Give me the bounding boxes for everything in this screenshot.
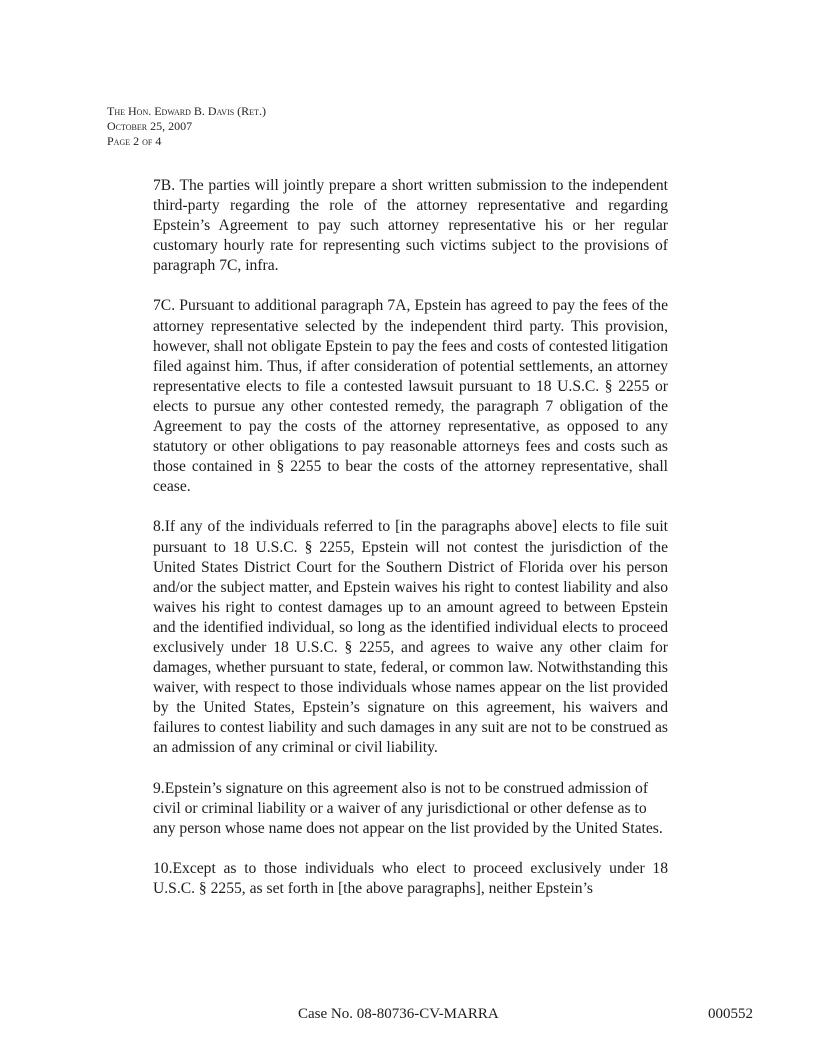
paragraph-10: 10.Except as to those individuals who elect to proceed exclusively under 18 U.S.C. § 2255, as set forth in [the above paragraphs], neither Epstein’s [153,859,668,897]
paragraph-8: 8.If any of the individuals referred to [in the paragraphs above] elects to file suit pursuant to 18 U.S.C. § 2255, Epstein will not contest the jurisdiction of the United States District Court for the Southern District of Florida over his person and/or the subject matter, and Epstein waives his right to contest liability and also waives his right to contest damages up to an amount agreed to between Epstein and the identified individual, so long as the identified individual elects to proceed exclusively under 18 U.S.C. § 2255, and agrees to waive any other claim for damages, whether pursuant to state, federal, or common law. Notwithstanding this waiver, with respect to those individuals whose names appear on the list provided by the United States, Epstein’s signature on this agreement, his waivers and failures to contest liability and such damages in any suit are not to be construed as an admission of any criminal or civil liability. [153,518,668,757]
addressee-line: The Hon. Edward B. Davis (Ret.) [107,104,266,118]
document-body [153,176,668,899]
paragraph-7c: 7C. Pursuant to additional paragraph 7A, Epstein has agreed to pay the fees of the attorney representative selected by the independent third party. This provision, however, shall not obligate Epstein to pay the fees and costs of contested litigation filed against him. Thus, if after consideration of potential settlements, an attorney representative elects to file a contested lawsuit pursuant to 18 U.S.C. § 2255 or elects to pursue any other contested remedy, the paragraph 7 obligation of the Agreement to pay the costs of the attorney representative, as opposed to any statutory or other obligations to pay reasonable attorneys fees and costs such as those contained in § 2255 to bear the costs of the attorney representative, shall cease. [153,297,668,496]
paragraph-9: 9.Epstein’s signature on this agreement also is not to be construed admission of civil or criminal liability or a waiver of any jurisdictional or other defense as to any person whose name does not appear on the list provided by the United States. [153,779,663,837]
page-number-line: Page 2 of 4 [107,134,162,148]
footer-case-number: Case No. 08-80736-CV-MARRA [298,1006,499,1022]
footer-bates-number: 000552 [708,1006,753,1022]
paragraph-7b: 7B. The parties will jointly prepare a short written submission to the independent third-party regarding the role of the attorney representative and regarding Epstein’s Agreement to pay such attorney representative his or her regular customary hourly rate for representing such victims subject to the provisions of paragraph 7C, infra. [153,177,668,275]
letter-header [107,104,266,149]
date-line: October 25, 2007 [107,119,193,133]
